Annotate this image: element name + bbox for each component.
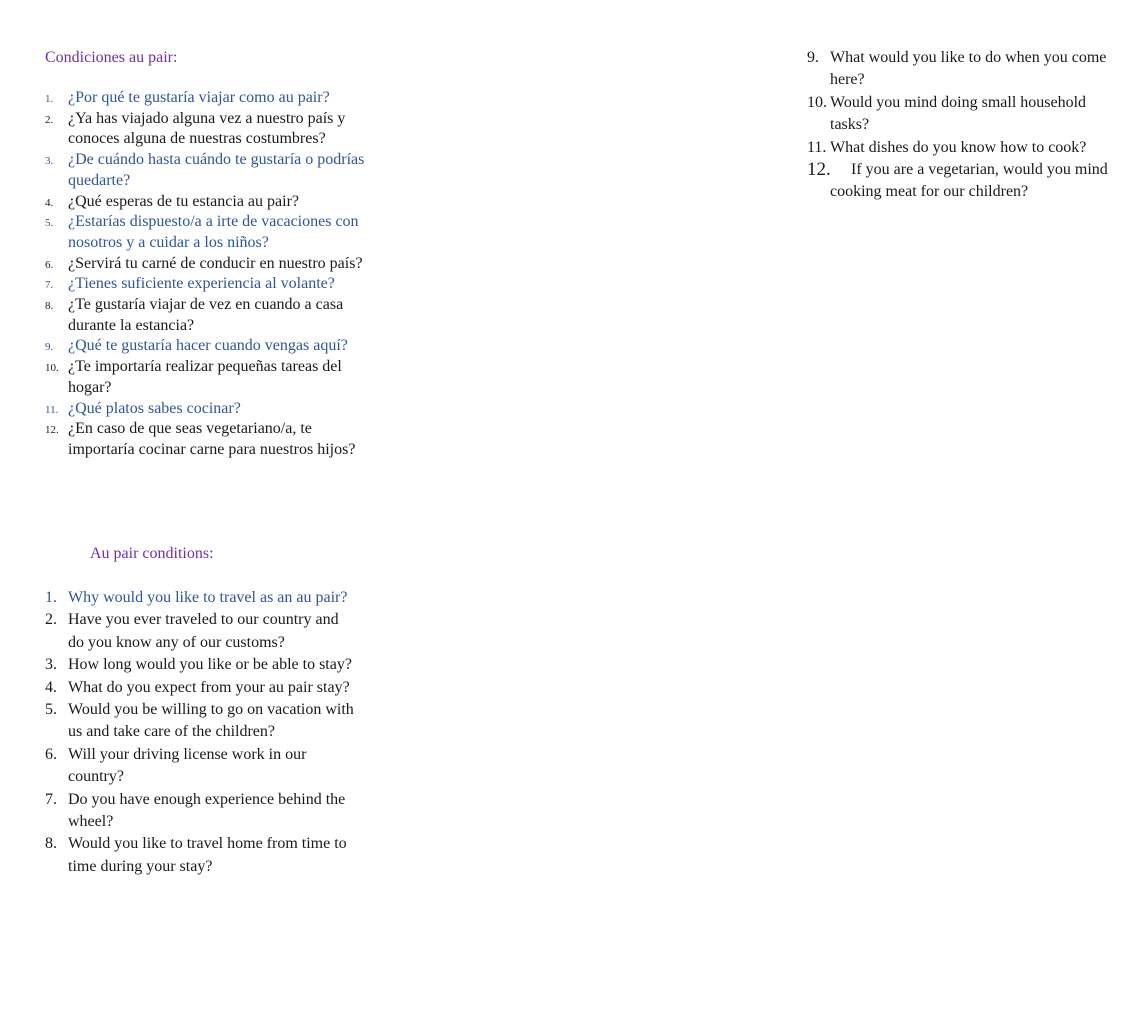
list-item-number: 12. bbox=[807, 159, 831, 181]
list-item bbox=[45, 357, 370, 398]
list-item-text: Why would you like to travel as an au pair? bbox=[68, 589, 348, 606]
list-item-number: 9. bbox=[807, 49, 819, 66]
list-item bbox=[45, 609, 355, 654]
list-item bbox=[45, 88, 370, 109]
list-item-number: 11. bbox=[807, 138, 827, 156]
list-item-text: ¿Te gustaría viajar de vez en cuando a casa durante la estancia? bbox=[68, 296, 344, 334]
list-item-number: 4. bbox=[45, 678, 57, 696]
list-item-number: 11. bbox=[45, 403, 59, 416]
list-item-text: What dishes do you know how to cook? bbox=[830, 138, 1087, 156]
list-item bbox=[45, 295, 370, 336]
list-item-number: 6. bbox=[45, 258, 54, 271]
list-item-number: 7. bbox=[45, 790, 57, 808]
list-item bbox=[45, 833, 355, 878]
list-item bbox=[45, 254, 370, 275]
list-item-text: ¿Estarías dispuesto/a a irte de vacaciones con nosotros y a cuidar a los niños? bbox=[68, 213, 359, 251]
list-item bbox=[807, 159, 1122, 204]
list-item-number: 1. bbox=[45, 589, 57, 606]
list-item bbox=[807, 92, 1122, 137]
list-item bbox=[45, 336, 370, 357]
list-item-number: 4. bbox=[45, 196, 54, 209]
english-heading: Au pair conditions: bbox=[90, 545, 214, 562]
list-item-text: What would you like to do when you come here? bbox=[830, 49, 1107, 89]
list-item-text: How long would you like or be able to stay? bbox=[68, 656, 352, 674]
list-item-text: Would you be willing to go on vacation with us and take care of the children? bbox=[68, 701, 354, 741]
list-item bbox=[45, 744, 355, 789]
list-item-number: 7. bbox=[45, 279, 54, 292]
list-item-text: ¿Servirá tu carné de conducir en nuestro país? bbox=[68, 254, 363, 272]
list-item bbox=[45, 699, 355, 744]
list-item bbox=[807, 47, 1122, 92]
list-item bbox=[45, 399, 370, 420]
list-item-text: ¿Te importaría realizar pequeñas tareas del hogar? bbox=[68, 358, 342, 396]
list-item-number: 12. bbox=[45, 424, 59, 437]
list-item bbox=[45, 419, 370, 460]
list-item-text: ¿Qué te gustaría hacer cuando vengas aquí? bbox=[68, 337, 348, 355]
list-item-text: Would you like to travel home from time to time during your stay? bbox=[68, 835, 347, 875]
list-item bbox=[45, 109, 370, 150]
list-item-number: 2. bbox=[45, 113, 54, 126]
list-item-text: Would you mind doing small household tasks? bbox=[830, 93, 1087, 134]
list-item-number: 6. bbox=[45, 745, 57, 763]
list-item-number: 10. bbox=[807, 93, 827, 111]
spanish-question-list bbox=[45, 88, 370, 461]
list-item-number: 8. bbox=[45, 835, 57, 853]
list-item-number: 5. bbox=[45, 217, 54, 230]
list-item bbox=[45, 150, 370, 191]
list-item bbox=[45, 789, 355, 834]
list-item bbox=[45, 677, 355, 699]
list-item-text: If you are a vegetarian, would you mind cooking meat for our children? bbox=[830, 161, 1108, 201]
list-item-text: Will your driving license work in our country? bbox=[68, 745, 307, 786]
list-item bbox=[45, 274, 370, 295]
list-item bbox=[45, 192, 370, 213]
list-item-number: 2. bbox=[45, 611, 57, 629]
list-item-text: Do you have enough experience behind the wheel? bbox=[68, 790, 346, 831]
english-question-list bbox=[45, 587, 355, 878]
list-item-number: 5. bbox=[45, 701, 57, 719]
list-item-number: 9. bbox=[45, 341, 54, 354]
list-item-text: ¿Tienes suficiente experiencia al volante? bbox=[68, 275, 335, 293]
english-question-list-continued bbox=[807, 47, 1122, 204]
list-item-text: ¿En caso de que seas vegetariano/a, te importaría cocinar carne para nuestros hijos? bbox=[68, 420, 356, 458]
list-item-number: 10. bbox=[45, 362, 59, 375]
list-item-number: 8. bbox=[45, 300, 54, 313]
list-item bbox=[45, 654, 355, 676]
list-item-number: 3. bbox=[45, 155, 54, 168]
list-item-number: 1. bbox=[45, 93, 54, 105]
list-item-number: 3. bbox=[45, 656, 57, 674]
list-item-text: ¿Por qué te gustaría viajar como au pair? bbox=[68, 89, 330, 106]
list-item-text: What do you expect from your au pair stay? bbox=[68, 678, 350, 696]
list-item-text: ¿Qué platos sabes cocinar? bbox=[68, 399, 241, 417]
list-item bbox=[807, 137, 1122, 159]
list-item-text: ¿De cuándo hasta cuándo te gustaría o podrías quedarte? bbox=[68, 151, 365, 189]
list-item-text: ¿Ya has viajado alguna vez a nuestro país y conoces alguna de nuestras costumbres? bbox=[68, 109, 346, 148]
list-item-text: Have you ever traveled to our country and do you know any of our customs? bbox=[68, 611, 339, 651]
list-item bbox=[45, 587, 355, 609]
list-item-text: ¿Qué esperas de tu estancia au pair? bbox=[68, 192, 299, 210]
spanish-heading: Condiciones au pair: bbox=[45, 49, 178, 66]
list-item bbox=[45, 212, 370, 253]
